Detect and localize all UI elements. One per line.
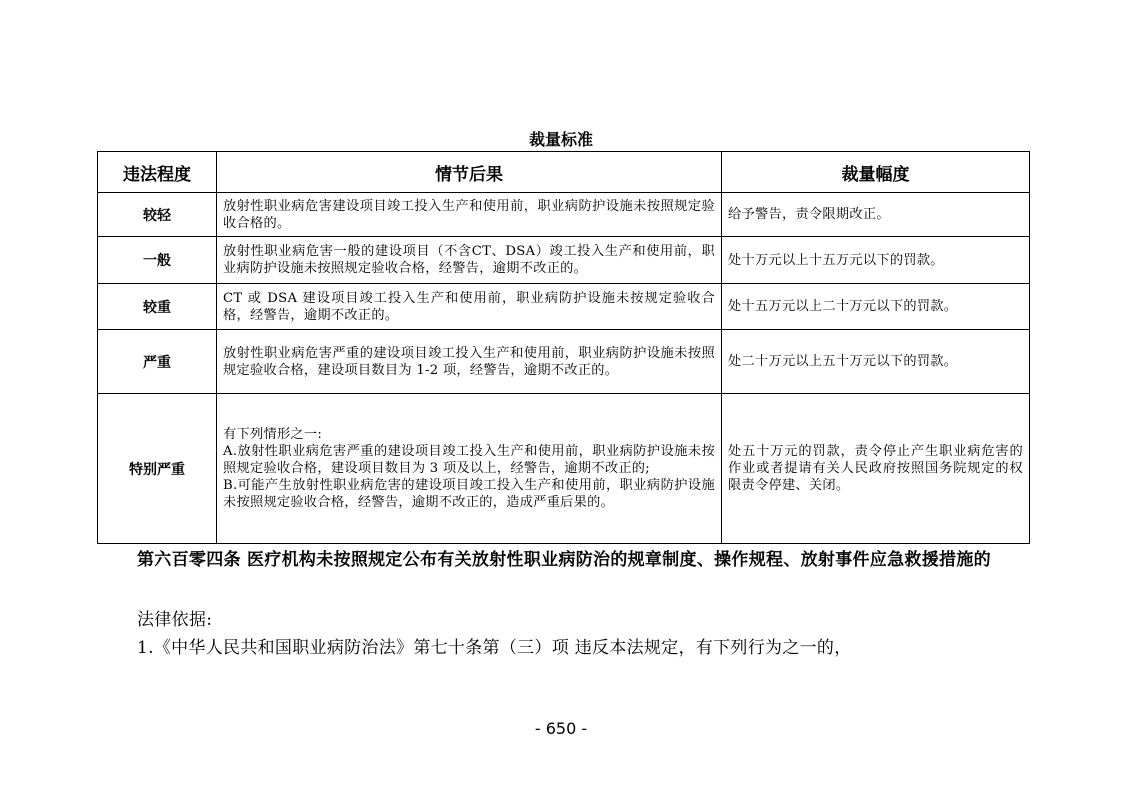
page-number: - 650 - — [534, 719, 588, 738]
row-level: 较重 — [98, 284, 217, 330]
table-caption: 裁量标准 — [528, 130, 593, 149]
article-heading: 第六百零四条 医疗机构未按照规定公布有关放射性职业病防治的规章制度、操作规程、放射事件应急救援措施的 — [137, 550, 991, 570]
table-row — [98, 193, 1030, 237]
legal-basis-label: 法律依据: — [137, 610, 213, 630]
table-row — [98, 394, 1030, 544]
row-level: 严重 — [98, 330, 217, 394]
table-row — [98, 284, 1030, 330]
table-row — [98, 237, 1030, 284]
row-penalty: 处十万元以上十五万元以下的罚款。 — [722, 237, 1030, 284]
circumstance-text: 放射性职业病危害严重的建设项目竣工投入生产和使用前，职业病防护设施未按照规定验收合格，建设项目数目为 1-2 项，经警告，逾期不改正的。 — [223, 345, 715, 378]
row-penalty: 给予警告，责令限期改正。 — [722, 193, 1030, 237]
circumstance-text: B.可能产生放射性职业病危害的建设项目竣工投入生产和使用前，职业病防护设施未按照规定验收合格，经警告，逾期不改正的，造成严重后果的。 — [223, 478, 715, 510]
row-level: 一般 — [98, 237, 217, 284]
circumstance-text: 有下列情形之一: — [223, 427, 323, 442]
row-circumstance — [217, 394, 722, 544]
header-circumstance: 情节后果 — [217, 152, 722, 193]
row-circumstance — [217, 193, 722, 237]
penalty-standard-table — [97, 151, 1030, 544]
row-level: 特别严重 — [98, 394, 217, 544]
table-header-row — [98, 152, 1030, 193]
circumstance-text: 放射性职业病危害一般的建设项目（不含CT、DSA）竣工投入生产和使用前，职业病防护设施未按照规定验收合格，经警告，逾期不改正的。 — [223, 244, 715, 276]
row-penalty: 处五十万元的罚款，责令停止产生职业病危害的作业或者提请有关人民政府按照国务院规定的权限责令停建、关闭。 — [722, 394, 1030, 544]
row-penalty: 处二十万元以上五十万元以下的罚款。 — [722, 330, 1030, 394]
row-circumstance — [217, 284, 722, 330]
circumstance-text: CT 或 DSA 建设项目竣工投入生产和使用前，职业病防护设施未按规定验收合格，经警告，逾期不改正的。 — [223, 290, 715, 323]
circumstance-text: 放射性职业病危害建设项目竣工投入生产和使用前，职业病防护设施未按照规定验收合格的。 — [223, 198, 715, 231]
row-circumstance — [217, 237, 722, 284]
row-level: 较轻 — [98, 193, 217, 237]
header-violation-degree: 违法程度 — [98, 152, 217, 193]
circumstance-text: A.放射性职业病危害严重的建设项目竣工投入生产和使用前，职业病防护设施未按照规定验收合格，建设项目数目为 3 项及以上，经警告，逾期不改正的; — [223, 444, 715, 476]
row-penalty: 处十五万元以上二十万元以下的罚款。 — [722, 284, 1030, 330]
header-penalty-range: 裁量幅度 — [722, 152, 1030, 193]
row-circumstance — [217, 330, 722, 394]
table-row — [98, 330, 1030, 394]
legal-basis-item: 1.《中华人民共和国职业病防治法》第七十条第（三）项 违反本法规定，有下列行为之一的， — [137, 638, 852, 658]
